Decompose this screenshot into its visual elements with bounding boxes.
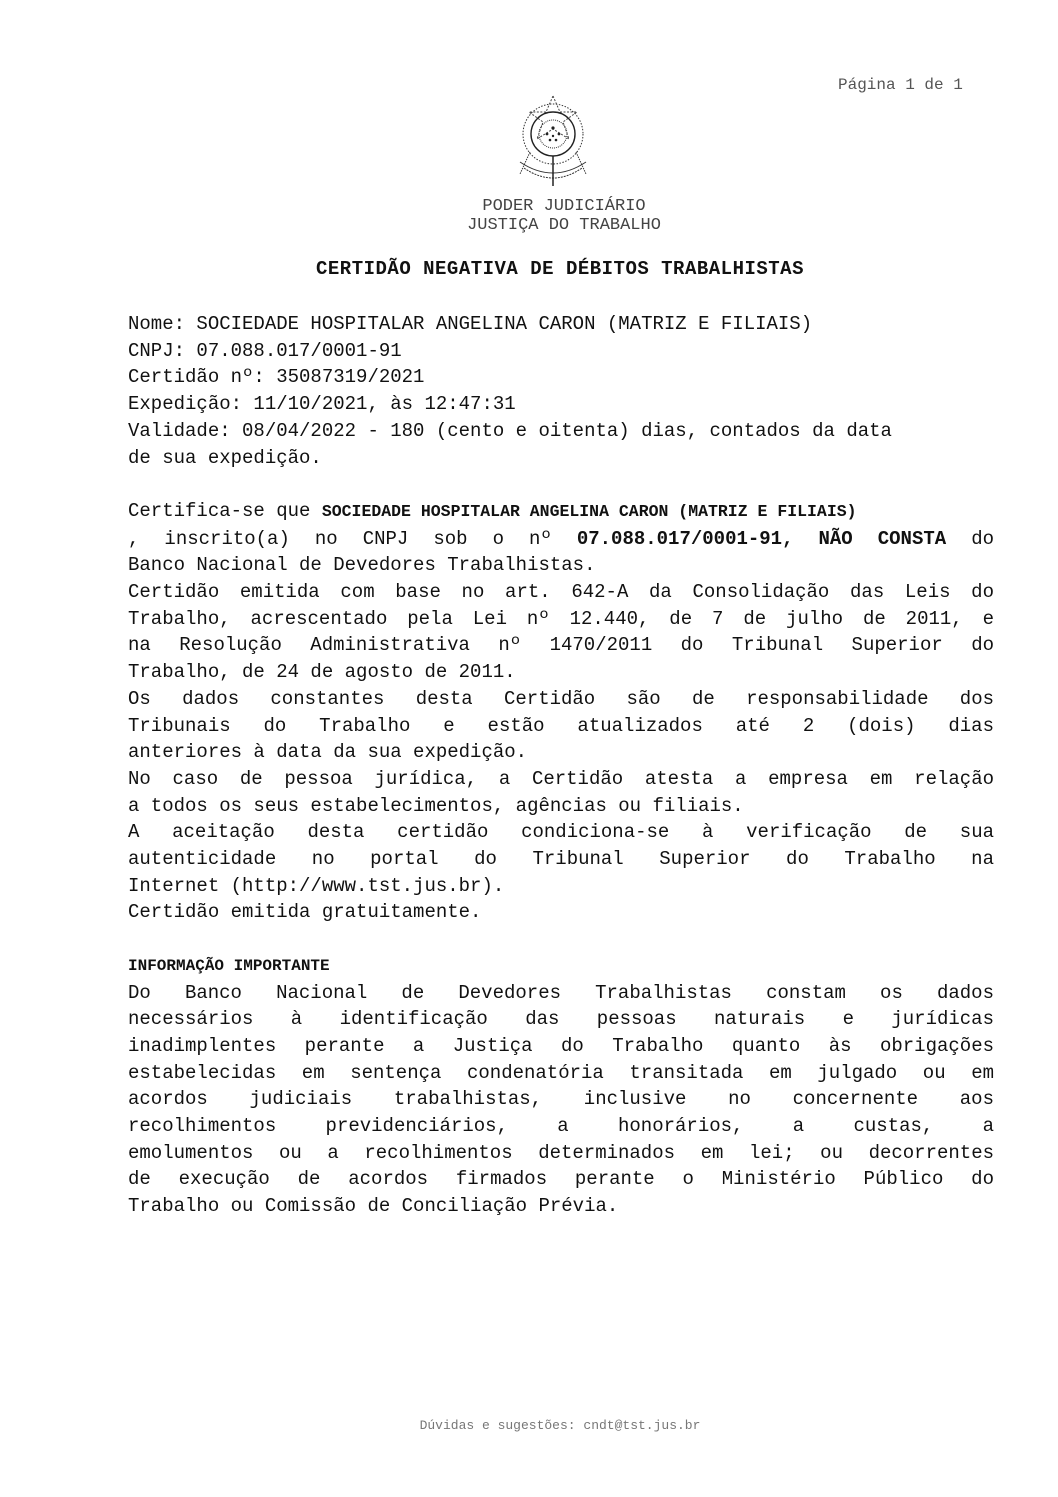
body-line: autenticidade no portal do Tribunal Superior do Trabalho na [128, 848, 994, 871]
info-line: de execução de acordos firmados perante o Ministério Público do [128, 1168, 994, 1191]
body-line: Trabalho, de 24 de agosto de 2011. [128, 661, 516, 684]
certifica-line-1 [128, 498, 994, 526]
field-cnpj: CNPJ: 07.088.017/0001-91 [128, 339, 402, 362]
field-expedicao: Expedição: 11/10/2021, às 12:47:31 [128, 393, 516, 416]
org-line-2: JUSTIÇA DO TRABALHO [467, 216, 661, 235]
body-line: Certidão emitida gratuitamente. [128, 901, 482, 924]
body-line: Tribunais do Trabalho e estão atualizados até 2 (dois) dias [128, 714, 994, 737]
certifica-company: SOCIEDADE HOSPITALAR ANGELINA CARON (MATRIZ E FILIAIS) [321, 501, 857, 521]
certifica-do: do [971, 527, 994, 550]
coat-of-arms-seal [510, 92, 596, 190]
issuing-organization [0, 197, 1058, 235]
page-number: Página 1 de 1 [838, 76, 963, 94]
field-validade-2: de sua expedição. [128, 446, 322, 469]
body-line: No caso de pessoa jurídica, a Certidão atesta a empresa em relação [128, 767, 994, 790]
org-line-1: PODER JUDICIÁRIO [482, 197, 646, 216]
info-line: inadimplentes perante a Justiça do Trabalho quanto às obrigações [128, 1034, 994, 1057]
body-line: anteriores à data da sua expedição. [128, 741, 528, 764]
info-line: necessários à identificação das pessoas naturais e jurídicas [128, 1008, 994, 1031]
certifica-inscrito: , inscrito(a) no CNPJ sob o nº [128, 527, 577, 550]
info-line: estabelecidas em sentença condenatória transitada em julgado ou em [128, 1061, 994, 1084]
certifica-line-3: Banco Nacional de Devedores Trabalhistas. [128, 554, 596, 577]
document-title: CERTIDÃO NEGATIVA DE DÉBITOS TRABALHISTAS [316, 258, 804, 280]
info-line: acordos judiciais trabalhistas, inclusive no concernente aos [128, 1088, 994, 1111]
body-line: Os dados constantes desta Certidão são de responsabilidade dos [128, 687, 994, 710]
info-line: emolumentos ou a recolhimentos determinados em lei; ou decorrentes [128, 1141, 994, 1164]
footer-contact: Dúvidas e sugestões: cndt@tst.jus.br [419, 1418, 701, 1433]
body-line: na Resolução Administrativa nº 1470/2011 do Tribunal Superior do [128, 634, 994, 657]
field-certidao: Certidão nº: 35087319/2021 [128, 366, 425, 389]
info-heading: INFORMAÇÃO IMPORTANTE [128, 956, 330, 975]
field-validade-1: Validade: 08/04/2022 - 180 (cento e oitenta) dias, contados da data [128, 419, 892, 442]
certifica-cnpj-status: 07.088.017/0001-91, NÃO CONSTA [576, 527, 947, 550]
body-line: Internet (http://www.tst.jus.br). [128, 874, 505, 897]
body-line: a todos os seus estabelecimentos, agências ou filiais. [128, 794, 744, 817]
body-line: Certidão emitida com base no art. 642-A da Consolidação das Leis do [128, 581, 994, 604]
certifica-prefix: Certifica-se que [128, 499, 322, 522]
info-line: recolhimentos previdenciários, a honorários, a custas, a [128, 1115, 994, 1138]
body-line: A aceitação desta certidão condiciona-se à verificação de sua [128, 821, 994, 844]
body-line: Trabalho, acrescentado pela Lei nº 12.440, de 7 de julho de 2011, e [128, 607, 994, 630]
field-nome: Nome: SOCIEDADE HOSPITALAR ANGELINA CARON (MATRIZ E FILIAIS) [128, 313, 813, 335]
certifica-line-2 [128, 526, 994, 553]
info-line: Trabalho ou Comissão de Conciliação Prévia. [128, 1195, 619, 1218]
info-line: Do Banco Nacional de Devedores Trabalhistas constam os dados [128, 981, 994, 1004]
certificate-body [128, 311, 994, 1220]
